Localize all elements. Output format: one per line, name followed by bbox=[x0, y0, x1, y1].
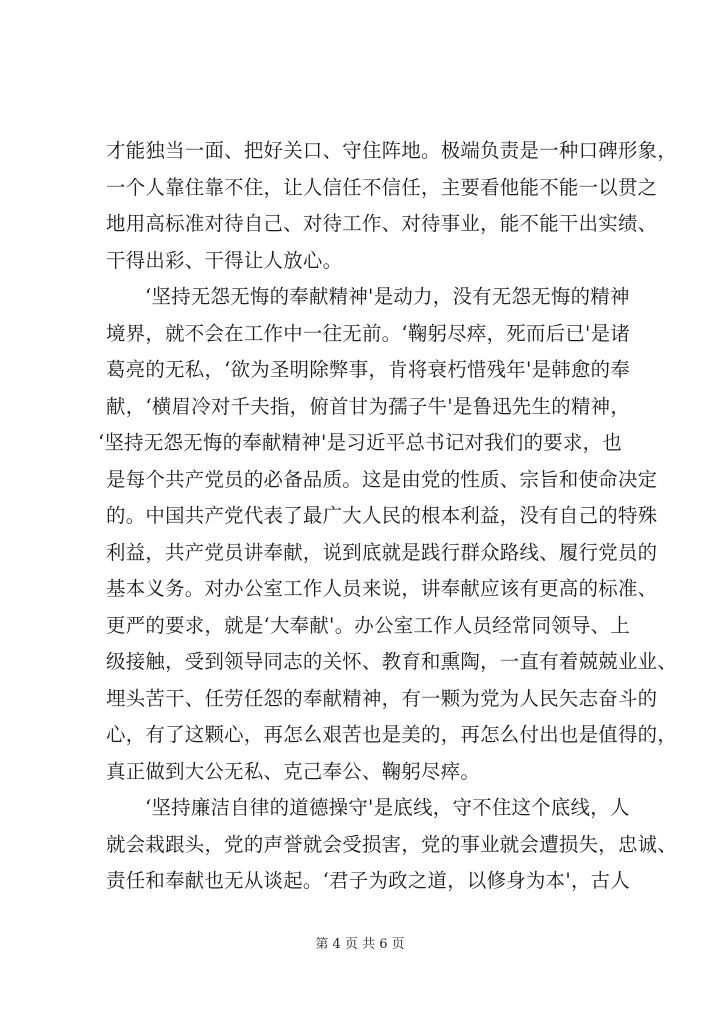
paragraph-start-integrity: ‘坚持廉洁自律的道德操守'是底线，守不住这个底线，人 bbox=[145, 796, 630, 819]
text-line-20: 就会栽跟头，党的声誉就会受损害，党的事业就会遭损失，忠诚、 bbox=[106, 832, 678, 856]
text-line-1: 才能独当一面、把好关口、守住阵地。极端负责是一种口碑形象， bbox=[106, 139, 678, 162]
text-line-17: 心，有了这颗心，再怎么艰苦也是美的，再怎么付出也是值得的， bbox=[106, 723, 678, 746]
text-line-10: 是每个共产党员的必备品质。这是由党的性质、宗旨和使命决定 bbox=[106, 467, 658, 491]
text-line-11: 的。中国共产党代表了最广大人民的根本利益，没有自己的特殊 bbox=[106, 504, 658, 527]
text-line-7: 葛亮的无私，‘欲为圣明除弊事，肯将衰朽惜残年'是韩愈的奉 bbox=[106, 358, 631, 381]
text-line-16: 埋头苦干、任劳任怨的奉献精神，有一颗为党为人民矢志奋斗的 bbox=[106, 686, 658, 710]
text-line-6: 境界，就不会在工作中一往无前。‘鞠躬尽瘁，死而后已'是诸 bbox=[106, 321, 631, 345]
text-line-13: 基本义务。对办公室工作人员来说，讲奉献应该有更高的标准、 bbox=[106, 577, 658, 600]
text-line-9: ‘坚持无怨无悔的奉献精神'是习近平总书记对我们的要求，也 bbox=[98, 431, 623, 454]
text-line-21: 责任和奉献也无从谈起。‘君子为政之道，以修身为本'，古人 bbox=[106, 869, 631, 892]
text-line-18: 真正做到大公无私、克己奉公、鞠躬尽瘁。 bbox=[106, 759, 481, 783]
text-line-4: 干得出彩、干得让人放心。 bbox=[106, 248, 343, 272]
body-text bbox=[98, 133, 678, 900]
text-line-12: 利益，共产党员讲奉献，说到底就是践行群众路线、履行党员的 bbox=[106, 540, 658, 564]
page-number-footer: 第 4 页 共 6 页 bbox=[315, 937, 405, 952]
text-line-2: 一个人靠住靠不住，让人信任不信任，主要看他能不能一以贯之 bbox=[106, 175, 658, 199]
text-line-8: 献，‘横眉冷对千夫指，俯首甘为孺子牛'是鲁迅先生的精神， bbox=[106, 394, 631, 418]
paragraph-start-dedication: ‘坚持无怨无悔的奉献精神'是动力，没有无怨无悔的精神 bbox=[145, 285, 630, 308]
text-line-14: 更严的要求，就是‘大奉献'。办公室工作人员经常同领导、上 bbox=[106, 613, 631, 637]
text-line-15: 级接触，受到领导同志的关怀、教育和熏陶，一直有着兢兢业业、 bbox=[106, 650, 678, 673]
text-line-3: 地用高标准对待自己、对待工作、对待事业，能不能干出实绩、 bbox=[106, 212, 658, 235]
